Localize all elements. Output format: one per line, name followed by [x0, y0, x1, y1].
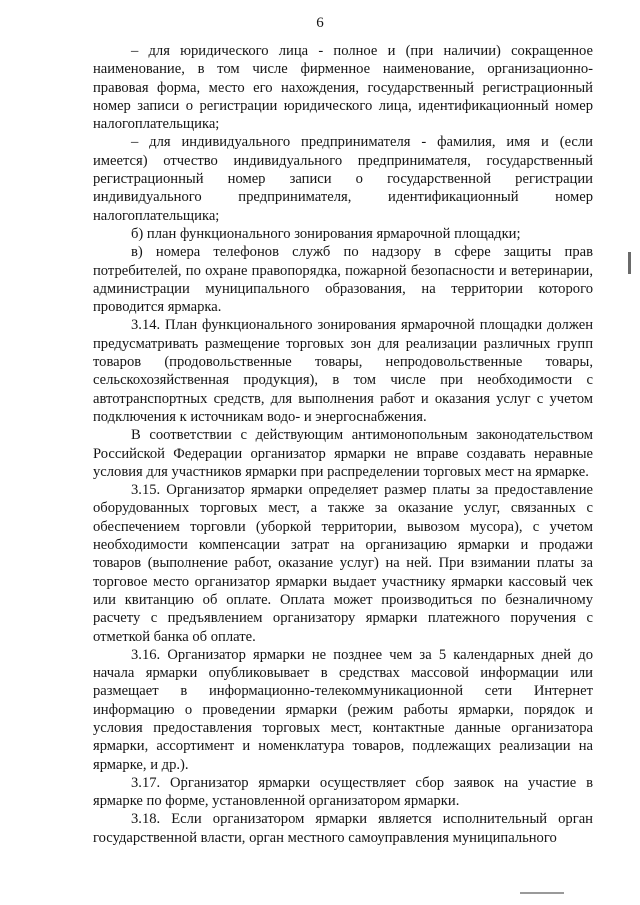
paragraph-3-15: 3.15. Организатор ярмарки определяет размер платы за предоставление оборудованных торговых мест, а также за оказание услуг, связанных с обеспечением торговли (уборкой территории, вывозом мусора), с учетом необходимости компенсации затрат на организацию ярмарки и продажи товаров (выполнение работ, оказание услуг) на ней. При взимании платы за торговое место организатор ярмарки выдает участнику ярмарки кассовый чек или квитанцию об оплате. Оплата может производиться по безналичному расчету с предъявлением организатору ярмарки платежного поручения с отметкой банка об оплате. [93, 482, 593, 645]
paragraph-zoning-plan: б) план функционального зонирования ярмарочной площадки; [131, 225, 521, 242]
paragraph-3-18: 3.18. Если организатором ярмарки является исполнительный орган государственной власти, орган местного самоуправления муниципального [93, 811, 593, 846]
paragraph-3-17: 3.17. Организатор ярмарки осуществляет сбор заявок на участие в ярмарке по форме, установленной организатором ярмарки. [93, 774, 593, 810]
paragraph-phone-numbers: в) номера телефонов служб по надзору в сфере защиты прав потребителей, по охране правопорядка, пожарной безопасности и ветеринарии, администрации муниципального образования, на территории которого проводится ярмарка. [93, 244, 593, 316]
paragraph-legal-entity: – для юридического лица - полное и (при наличии) сокращенное наименование, в том числе фирменное наименование, организационно-правовая форма, место его нахождения, государственный регистрационный номер записи о регистрации юридического лица, идентификационный номер налогоплательщика; [93, 43, 593, 133]
scan-bottom-mark [520, 892, 564, 894]
paragraph-antimonopoly: В соответствии с действующим антимонопольным законодательством Российской Федерации организатор ярмарки не вправе создавать неравные условия для участников ярмарки при распределении торговых мест на ярмарке. [93, 427, 593, 480]
paragraph-individual-entrepreneur: – для индивидуального предпринимателя - фамилия, имя и (если имеется) отчество индивидуального предпринимателя, государственный регистрационный номер записи о государственной регистрации индивидуального предпринимателя, идентификационный номер налогоплательщика; [93, 134, 593, 224]
document-body [93, 42, 593, 847]
paragraph-3-16: 3.16. Организатор ярмарки не позднее чем за 5 календарных дней до начала ярмарки опубликовывает в средствах массовой информации или размещает в информационно-телекоммуникационной сети Интернет информацию о проведении ярмарки (режим работы ярмарки, порядок и условия предоставления торговых мест, контактные данные организатора ярмарки, ассортимент и номенклатура товаров, подлежащих реализации на ярмарке, и др.). [93, 646, 593, 773]
paragraph-3-14: 3.14. План функционального зонирования ярмарочной площадки должен предусматривать размещение торговых зон для реализации различных групп товаров (продовольственные товары, непродовольственные товары, сельскохозяйственная продукция), в том числе при необходимости с автотранспортных средств, для выполнения работ и оказания услуг с учетом подключения к источникам водо- и энергоснабжения. [93, 317, 593, 425]
page-number: 6 [316, 15, 324, 31]
scan-edge-mark [628, 252, 631, 274]
